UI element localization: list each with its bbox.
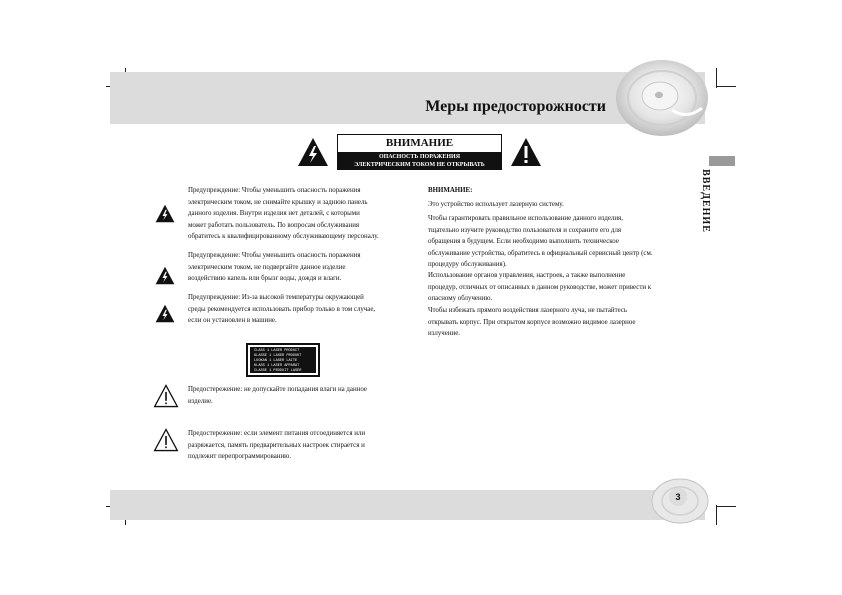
warning-line-2: ЭЛЕКТРИЧЕСКИМ ТОКОМ НЕ ОТКРЫВАТЬ (354, 161, 485, 168)
footer-band (110, 490, 705, 520)
lightning-warning-icon (155, 266, 175, 285)
page-title: Меры предосторожности (425, 98, 606, 115)
warning-paragraph-1: Предупреждение: Чтобы уменьшить опасность поражения электрическим током, не снимайте крышку и заднюю панель данного изделия. Внутри изделия нет деталей, с которыми может работать пользователь. По вопросам обслуживания обратитесь к квалифицированному обслуживающему персоналу. (188, 187, 379, 240)
exclamation-warning-icon (153, 427, 179, 453)
section-tab-label: ВВЕДЕНИЕ (700, 169, 711, 233)
warning-box (337, 134, 502, 170)
exclamation-warning-icon (153, 383, 179, 409)
crop-mark (716, 505, 717, 525)
caution-paragraph-1: Предостережение: не допускайте попадания влаги на данное изделие. (188, 386, 367, 405)
lightning-warning-icon (297, 137, 329, 167)
warning-subtext (338, 153, 501, 170)
right-paragraph-4: Чтобы избежать прямого воздействия лазерного луча, не пытайтесь открывать корпус. При открытом корпусе возможно видимое лазерное излучение. (428, 307, 636, 337)
warning-paragraph-3: Предупреждение: Из-за высокой температуры окружающей среды рекомендуется использовать прибор только в том случае, если он установлен в машине. (188, 294, 376, 324)
disc-icon (612, 60, 717, 140)
lightning-warning-icon (155, 304, 175, 323)
lightning-warning-icon (155, 204, 175, 223)
page-number: 3 (669, 488, 687, 506)
right-paragraph-2: Чтобы гарантировать правильное использование данного изделия, тщательно изучите руководство пользователя и сохраните его для обращения в будущем. Если необходимо выполнить техническое обслуживание устройства, обратитесь в официальный сервисный центр (см. процедуру обслуживания). (428, 215, 653, 268)
section-tab (694, 166, 728, 236)
section-tab-marker (709, 156, 735, 166)
right-paragraph-3: Использование органов управления, настроек, а также выполнение процедур, отличных от описанных в данном руководстве, может привести к опасному облучению. (428, 272, 652, 302)
warning-line-1: ОПАСНОСТЬ ПОРАЖЕНИЯ (378, 154, 461, 160)
right-paragraph-1: Это устройство использует лазерную систему. (428, 201, 564, 208)
crop-mark (716, 86, 736, 87)
warning-paragraph-2: Предупреждение: Чтобы уменьшить опасность поражения электрическим током, не подвергайте данное изделие воздействию капель или брызг воды, дождя и влаги. (188, 252, 361, 282)
crop-mark (716, 506, 736, 507)
right-column-heading: ВНИМАНИЕ: (428, 187, 473, 194)
caution-paragraph-2: Предостережение: если элемент питания отсоединяется или разряжается, память предварительных настроек стирается и подлежит перепрограммированию. (188, 430, 366, 460)
laser-product-label: CLASS 1 LASER PRODUCT KLASSE 1 LASER PRODUKT LUOKAN 1 LASER LAITE KLASS 1 LASER APPARAT CLASSE 1 PRODUIT LASER (246, 343, 320, 377)
warning-heading: ВНИМАНИЕ (338, 135, 501, 153)
exclamation-warning-icon (510, 137, 542, 167)
